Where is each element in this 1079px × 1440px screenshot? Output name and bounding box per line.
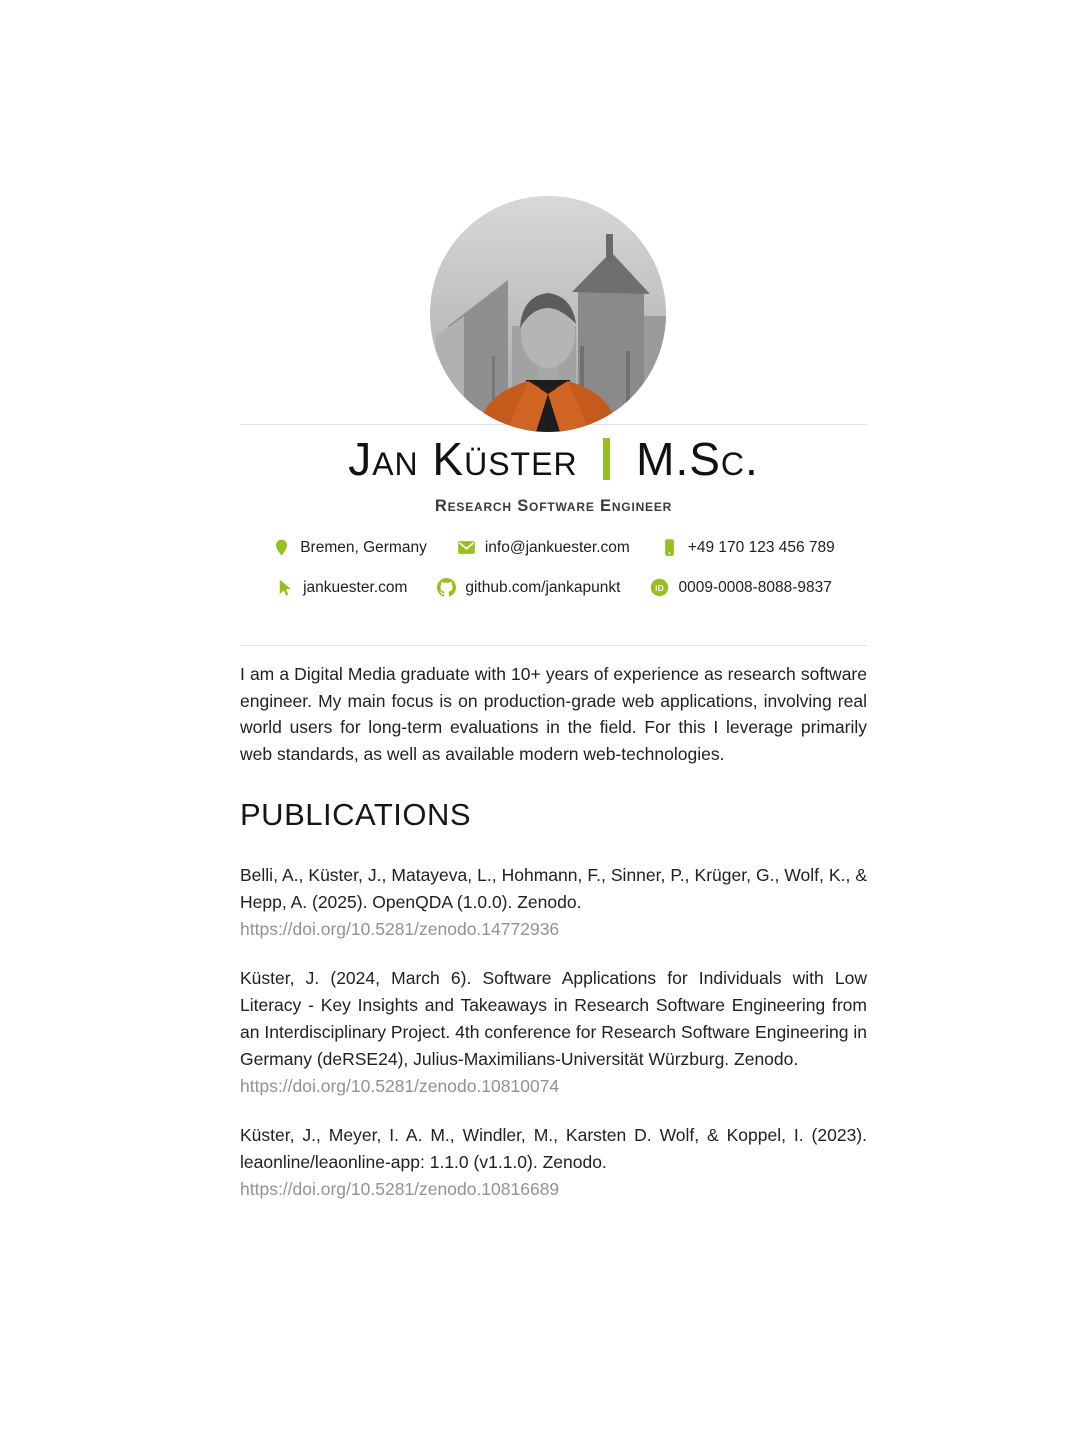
smartphone-icon [660,538,679,557]
cursor-pointer-icon [275,578,294,597]
publications-heading: PUBLICATIONS [240,797,472,832]
contact-row-2 [240,578,867,597]
publications-section [240,797,867,1225]
contact-github-label: github.com/jankapunkt [465,578,621,596]
publication-citation: Belli, A., Küster, J., Matayeva, L., Hohmann, F., Sinner, P., Krüger, G., Wolf, K., & Hepp, A. (2025). OpenQDA (1.0.0). Zenodo. [240,865,867,912]
profile-photo [430,196,666,432]
contact-email[interactable] [457,538,630,557]
doi-link[interactable]: https://doi.org/10.5281/zenodo.10810074 [240,1076,560,1096]
contact-location [272,538,427,557]
degree-text: M.Sc. [636,433,759,485]
publication-item [240,1122,867,1203]
header [240,430,867,597]
name-text: Jan Küster [348,433,578,485]
contact-phone[interactable] [660,538,835,557]
job-title: Research Software Engineer [434,497,673,515]
orcid-icon [650,578,669,597]
title-divider-bar [603,438,610,480]
section-divider [240,645,867,646]
publication-item [240,862,867,943]
doi-link[interactable]: https://doi.org/10.5281/zenodo.10816689 [240,1179,560,1199]
about-text: I am a Digital Media graduate with 10+ years of experience as research software engineer. My main focus is on production-grade web applications, involving real world users for long-term evaluations in the field. For this I leverage primarily web standards, as well as available modern web-technologies. [240,664,867,764]
contact-email-label: info@jankuester.com [484,538,630,556]
publication-item [240,965,867,1100]
page-title [240,430,867,488]
contact-row-1 [240,538,867,557]
publication-citation: Küster, J. (2024, March 6). Software Applications for Individuals with Low Literacy - Key Insights and Takeaways in Research Software Engineering from an Interdisciplinary Project. 4th conference for Research Software Engineering in Germany (deRSE24), Julius-Maximilians-Universität Würzburg. Zenodo. [240,968,867,1069]
publication-citation: Küster, J., Meyer, I. A. M., Windler, M., Karsten D. Wolf, & Koppel, I. (2023). leaonline/leaonline-app: 1.1.0 (v1.1.0). Zenodo. [240,1125,867,1172]
contact-orcid[interactable] [650,578,831,597]
github-icon [437,578,456,597]
contact-website-label: jankuester.com [303,578,408,596]
contact-github[interactable] [437,578,620,597]
doi-link[interactable]: https://doi.org/10.5281/zenodo.14772936 [240,919,560,939]
profile-photo-illustration [430,196,666,432]
contact-website[interactable] [275,578,407,597]
contact-phone-label: +49 170 123 456 789 [687,538,835,556]
envelope-icon [457,538,476,557]
contact-location-label: Bremen, Germany [300,538,427,556]
svg-text:iD: iD [655,582,665,593]
location-pin-icon [272,538,291,557]
contact-orcid-label: 0009-0008-8088-9837 [678,578,832,596]
